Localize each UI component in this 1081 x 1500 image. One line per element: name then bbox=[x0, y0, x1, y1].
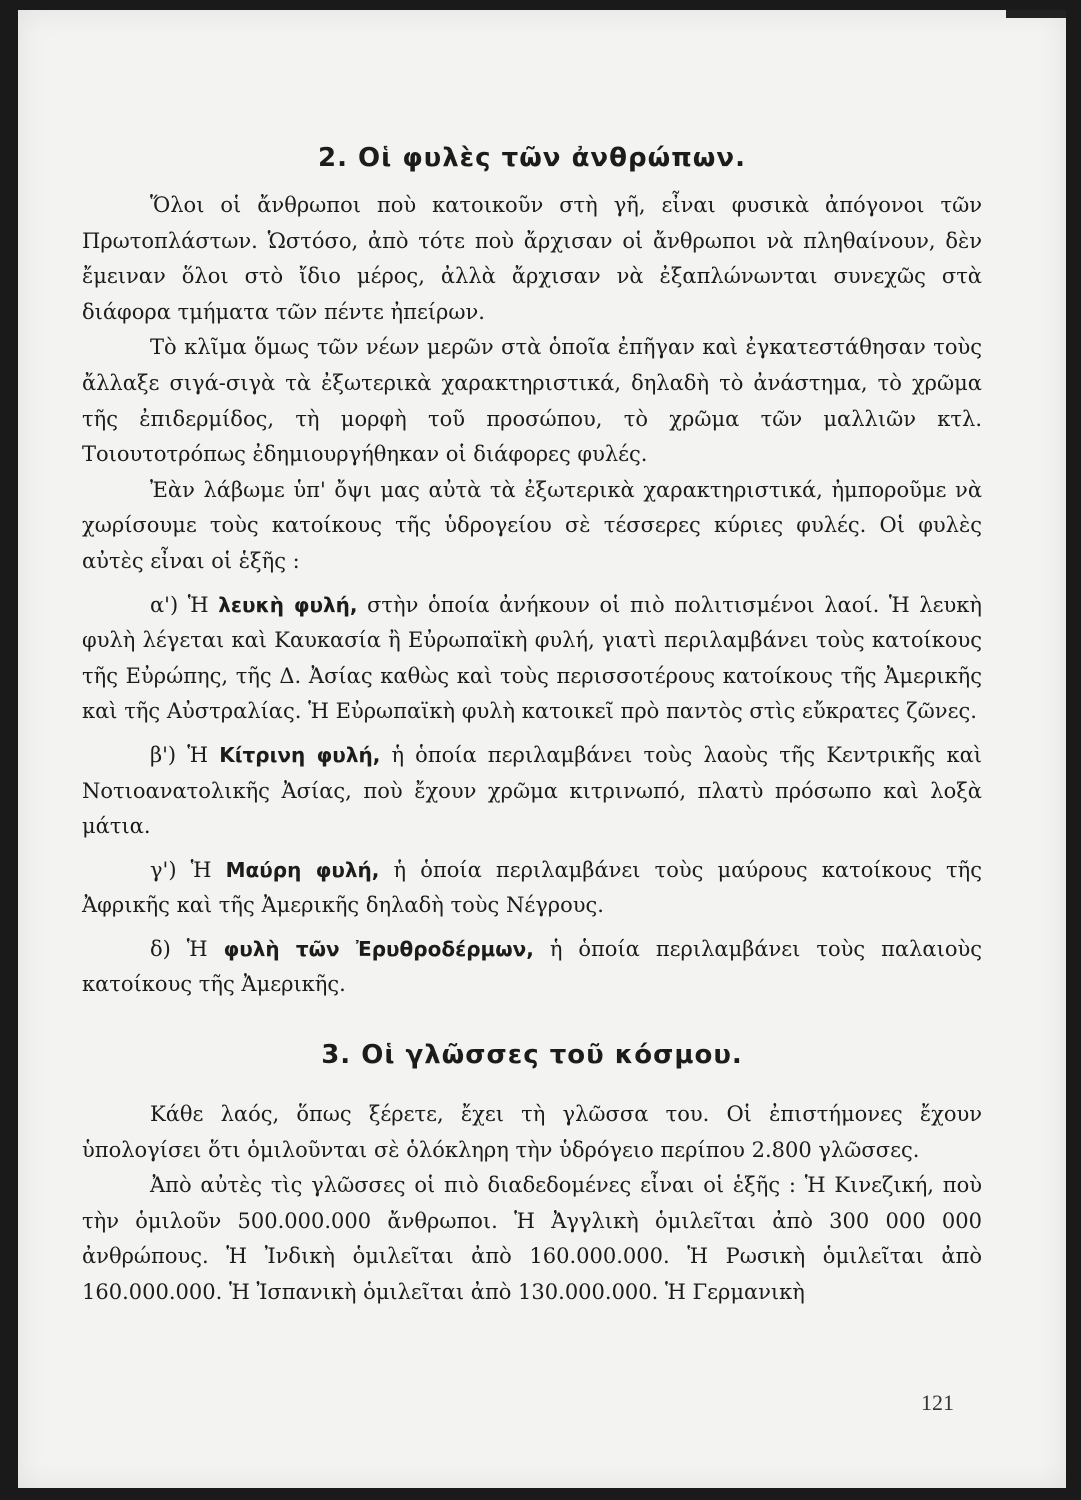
page-content bbox=[82, 128, 982, 1311]
book-page bbox=[18, 10, 1066, 1488]
item-text: ἡ ὁποία περιλαμβάνει τοὺς μαύρους κατοίκους τῆς Ἀφρικῆς καὶ τῆς Ἀμερικῆς δηλαδὴ τοὺς Νέγρους. bbox=[82, 857, 983, 918]
scan-edge-mark bbox=[1006, 10, 1066, 18]
section-3-paragraph-1: Κάθε λαός, ὅπως ξέρετε, ἔχει τὴ γλῶσσα του. Οἱ ἐπιστήμονες ἔχουν ὑπολογίσει ὅτι ὁμιλοῦνται σὲ ὁλόκληρη τὴν ὑδρόγειο περίπου 2.800 γλῶσσες. bbox=[82, 1102, 982, 1162]
race-item-red bbox=[82, 932, 982, 1003]
item-text: ἡ ὁποία περιλαμβάνει τοὺς λαοὺς τῆς Κεντρικῆς καὶ Νοτιοανατολικῆς Ἀσίας, ποὺ ἔχουν χρῶμα κιτρινωπό, πλατὺ πρόσωπο καὶ λοξὰ μάτια. bbox=[82, 742, 982, 839]
page-number: 121 bbox=[921, 1390, 954, 1415]
race-item-white bbox=[82, 588, 982, 730]
item-text: στὴν ὁποία ἀνήκουν οἱ πιὸ πολιτισμένοι λαοί. Ἡ λευκὴ φυλὴ λέγεται καὶ Καυκασία ἢ Εὐρωπαϊκὴ φυλή, γιατὶ περιλαμβάνει τοὺς κατοίκους τῆς Εὐρώπης, τῆς Δ. Ἀσίας καθὼς καὶ τοὺς περισσοτέρους κατοίκους τῆς Ἀμερικῆς καὶ τῆς Αὐστραλίας. Ἡ Εὐρωπαϊκὴ φυλὴ κατοικεῖ πρὸ παντὸς στὶς εὔκρατες ζῶνες. bbox=[82, 592, 982, 724]
item-marker: β') Ἡ bbox=[150, 742, 220, 767]
section-2-title: 2. Οἱ φυλὲς τῶν ἀνθρώπων. bbox=[318, 143, 746, 173]
item-marker: δ) Ἡ bbox=[150, 936, 224, 961]
section-3-title: 3. Οἱ γλῶσσες τοῦ κόσμου. bbox=[321, 1040, 743, 1071]
section-2-paragraph-3: Ἐὰν λάβωμε ὑπ' ὄψι μας αὐτὰ τὰ ἐξωτερικὰ χαρακτηριστικά, ἠμποροῦμε νὰ χωρίσουμε τοὺς κατοίκους τῆς ὑδρογείου σὲ τέσσερες κύριες φυλές. Οἱ φυλὲς αὐτὲς εἶναι οἱ ἑξῆς : bbox=[82, 477, 982, 573]
item-term: Μαύρη φυλή, bbox=[225, 857, 380, 882]
item-marker: γ') Ἡ bbox=[150, 857, 226, 882]
item-term: λευκὴ φυλή, bbox=[218, 592, 358, 617]
section-2-paragraph-2: Τὸ κλῖμα ὅμως τῶν νέων μερῶν στὰ ὁποῖα ἐπῆγαν καὶ ἐγκατεστάθησαν τοὺς ἄλλαξε σιγά-σιγὰ τὰ ἐξωτερικὰ χαρακτηριστικά, δηλαδὴ τὸ ἀνάστημα, τὸ χρῶμα τῆς ἐπιδερμίδος, τὴ μορφὴ τοῦ προσώπου, τὸ χρῶμα τῶν μαλλιῶν κτλ. Τοιουτοτρόπως ἐδημιουργήθηκαν οἱ διάφορες φυλές. bbox=[82, 335, 982, 467]
item-text: ἡ ὁποία περιλαμβάνει τοὺς παλαιοὺς κατοίκους τῆς Ἀμερικῆς. bbox=[82, 936, 982, 997]
item-term: Κίτρινη φυλή, bbox=[219, 742, 381, 767]
item-term: φυλὴ τῶν Ἐρυθροδέρμων, bbox=[223, 936, 534, 961]
item-marker: α') Ἡ bbox=[150, 592, 219, 617]
section-2-paragraph-1: Ὅλοι οἱ ἄνθρωποι ποὺ κατοικοῦν στὴ γῆ, εἶναι φυσικὰ ἀπόγονοι τῶν Πρωτοπλάστων. Ὡστόσο, ἀπὸ τότε ποὺ ἄρχισαν οἱ ἄνθρωποι νὰ πληθαίνουν, δὲν ἔμειναν ὅλοι στὸ ἴδιο μέρος, ἀλλὰ ἄρχισαν νὰ ἐξαπλώνωνται συνεχῶς στὰ διάφορα τμήματα τῶν πέντε ἠπείρων. bbox=[82, 193, 982, 324]
race-item-yellow bbox=[82, 738, 982, 845]
race-item-black bbox=[82, 853, 982, 924]
section-3-paragraph-2: Ἀπὸ αὐτὲς τὶς γλῶσσες οἱ πιὸ διαδεδομένες εἶναι οἱ ἑξῆς : Ἡ Κινεζική, ποὺ τὴν ὁμιλοῦν 500.000.000 ἄνθρωποι. Ἡ Ἀγγλικὴ ὁμιλεῖται ἀπὸ 300 000 000 ἀνθρώπους. Ἡ Ἰνδικὴ ὁμιλεῖται ἀπὸ 160.000.000. Ἡ Ρωσικὴ ὁμιλεῖται ἀπὸ 160.000.000. Ἡ Ἰσπανικὴ ὁμιλεῖται ἀπὸ 130.000.000. Ἡ Γερμανικὴ bbox=[82, 1173, 982, 1305]
